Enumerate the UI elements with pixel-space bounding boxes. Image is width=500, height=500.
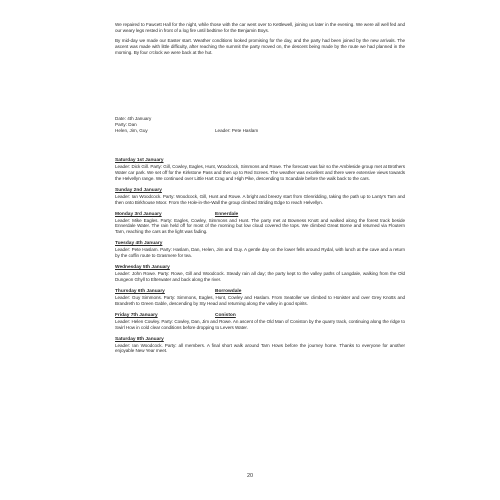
entry-text: Leader: Ian Woodcock. Party: all members. A final short walk around Tarn Hows before the journey home. Thanks to everyone for another enjoyable New Year meet. (115, 342, 405, 354)
entry-date: Tuesday 4th January (115, 241, 163, 247)
entry-text: Leader: Helen Cowley. Party: Cowley, Dan, Jim and Rowe. An ascent of the Old Man of Coniston by the quarry track, continuing along the ridge to Swirl How in cold clear conditions before dropping to Levers Water. (115, 318, 405, 330)
meta-left: Helen, Jim, Guy (115, 127, 148, 133)
meta-left: Party: Dan (115, 121, 137, 127)
entry-text: Leader: John Rowe. Party: Rowe, Gill and Woodcock. Steady rain all day; the party kept to the valley paths of Langdale, walking from the Old Dungeon Ghyll to Elterwater and back along the river. (115, 271, 405, 282)
entry-text: Leader: Mike Eagles. Party: Eagles, Cowley, Simmons and Hunt. The party met at Bowness Knott and walked along the forest track beside Ennerdale Water. The rain held off for most of the morning but low cloud covered the tops. We climbed Great Borne and returned via Floutern Tarn, reaching the cars as the light was fading. (115, 217, 405, 235)
diary-entry (115, 241, 405, 259)
entry-place: Ennerdale (215, 211, 239, 217)
entry-date: Wednesday 5th January (115, 265, 170, 271)
diary-entry (115, 265, 405, 283)
entry-text: Leader: Guy Simmons. Party: Simmons, Eagles, Hunt, Cowley and Haslam. From Seatoller we climbed to Honister and over Grey Knotts and Brandreth to Green Gable, descending by Sty Head and returning along the valley in good spirits. (115, 294, 405, 306)
diary-entry (115, 158, 405, 182)
diary-entry (115, 337, 405, 355)
intro-section (115, 22, 405, 60)
entry-date: Thursday 6th January (115, 288, 165, 294)
diary-entry (115, 212, 405, 236)
diary-entry (115, 289, 405, 307)
entry-date: Sunday 2nd January (115, 187, 162, 193)
diary-entry (115, 313, 405, 331)
diary-entries (115, 158, 405, 360)
page-number: 20 (246, 473, 254, 479)
meta-block (115, 116, 415, 134)
entry-text: Leader: Pete Haslam. Party: Haslam, Dan, Helen, Jim and Guy. A gentle day on the lower fells around Rydal, with lunch at the cave and a return by the coffin route to Grasmere for tea. (115, 247, 405, 259)
intro-paragraph: By mid-day we made our Easter start. Weather conditions looked promising for the day, and the party had been joined by the new arrivals. The ascent was made with little difficulty, after reaching the summit the party moved on, the descent being made by the route we had planned in the morning. By four o'clock we were back at the hut. (115, 37, 405, 55)
entry-date: Saturday 1st January (115, 158, 164, 163)
entry-text: Leader: Ian Woodcock. Party: Woodcock, Gill, Hunt and Rowe. A bright and breezy start from Glenridding, taking the path up to Lanty's Tarn and then onto Birkhouse Moor. From the Hole-in-the-Wall the group climbed Striding Edge to reach Helvellyn. (115, 193, 405, 205)
meta-row (115, 128, 415, 134)
entry-date: Saturday 8th January (115, 336, 164, 342)
meta-right: Leader: Pete Haslam (215, 127, 259, 133)
intro-paragraph: We repaired to Fawcett Hall for the night, while those with the car went over to Kettlewell, joining us later in the evening. We were all well fed and our weary legs rested in front of a log fire until bedtime for the Benjamin Boys. (115, 22, 405, 33)
entry-text: Leader: Dick Gill. Party: Gill, Cowley, Eagles, Hunt, Woodcock, Simmons and Rowe. The forecast was fair so the Ambleside group met at Brothers Water car park. We set off for the Kirkstone Pass and then up to Red Screes. The weather was excellent and there were extensive views towards the Helvellyn range. We continued over Little Hart Crag and High Pike, descending to Scandale before the walk back to the cars. (115, 164, 405, 181)
entry-place: Borrowdale (215, 288, 242, 294)
entry-place: Coniston (215, 312, 236, 318)
entry-date: Monday 3rd January (115, 211, 162, 217)
diary-entry (115, 188, 405, 206)
meta-left: Date: 4th January (115, 116, 152, 121)
entry-date: Friday 7th January (115, 312, 158, 318)
